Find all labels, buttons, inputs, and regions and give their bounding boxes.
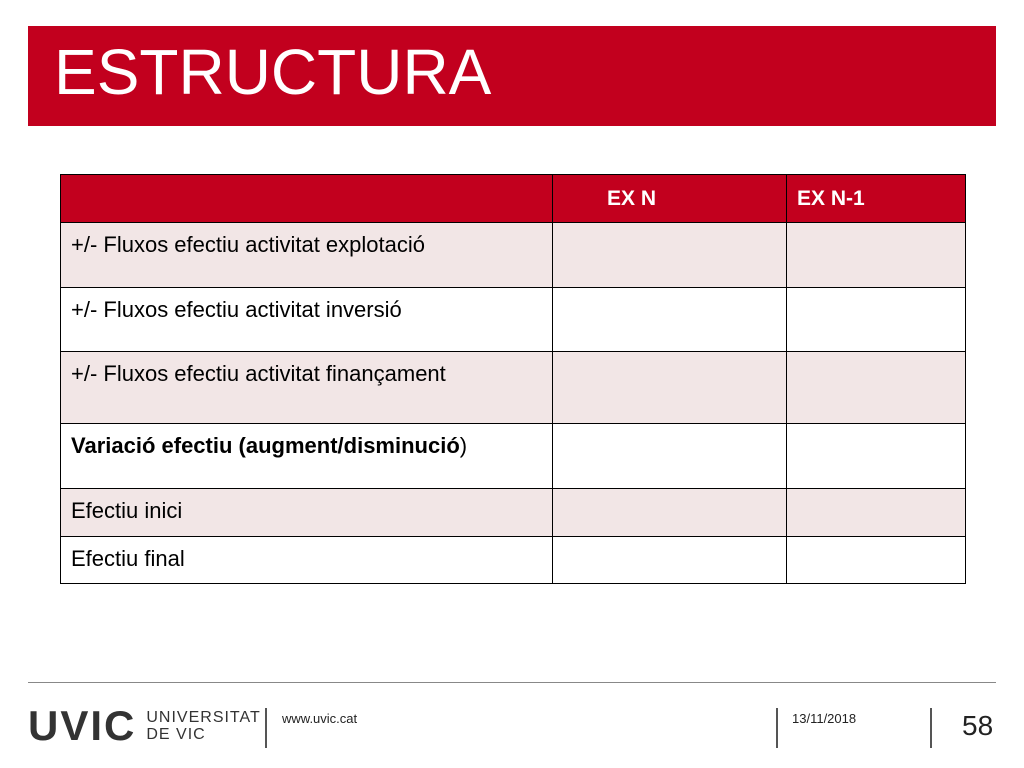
footer-separator xyxy=(776,708,778,748)
table-row xyxy=(61,352,966,424)
row-label: +/- Fluxos efectiu activitat explotació xyxy=(61,223,553,288)
row-label: Efectiu final xyxy=(61,537,553,584)
row-label: +/- Fluxos efectiu activitat finançament xyxy=(61,352,553,424)
row-label xyxy=(61,424,553,489)
footer-separator xyxy=(265,708,267,748)
page-number: 58 xyxy=(962,710,994,741)
table-row xyxy=(61,288,966,352)
slide-title: ESTRUCTURA xyxy=(54,36,492,108)
cell-ex-n xyxy=(553,537,787,584)
cell-ex-n xyxy=(553,288,787,352)
footer-separator xyxy=(930,708,932,748)
uvic-logo xyxy=(28,702,261,749)
cell-ex-n-1 xyxy=(787,489,966,537)
row-label-tail: ) xyxy=(459,433,468,458)
cell-ex-n-1 xyxy=(787,223,966,288)
cell-ex-n-1 xyxy=(787,537,966,584)
header-label-cell xyxy=(61,175,553,223)
footer-divider xyxy=(28,682,996,683)
header-ex-n: EX N xyxy=(553,175,787,223)
cell-ex-n xyxy=(553,352,787,424)
title-bar xyxy=(28,26,996,126)
header-ex-n-1: EX N-1 xyxy=(787,175,966,223)
table-row xyxy=(61,537,966,584)
cash-flow-table xyxy=(60,174,966,584)
cell-ex-n-1 xyxy=(787,288,966,352)
cell-ex-n xyxy=(553,223,787,288)
table-header-row xyxy=(61,175,966,223)
footer-url: www.uvic.cat xyxy=(282,711,358,726)
row-label: +/- Fluxos efectiu activitat inversió xyxy=(61,288,553,352)
row-label-bold: Variació efectiu (augment/disminució xyxy=(71,433,460,458)
table-row xyxy=(61,223,966,288)
cell-ex-n xyxy=(553,489,787,537)
cell-ex-n xyxy=(553,424,787,489)
logo-line-2: DE VIC xyxy=(146,726,206,743)
logo-text xyxy=(146,709,260,743)
footer-date: 13/11/2018 xyxy=(792,711,857,726)
cell-ex-n-1 xyxy=(787,424,966,489)
row-label: Efectiu inici xyxy=(61,489,553,537)
logo-line-1: UNIVERSITAT xyxy=(146,709,261,726)
logo-mark: UVIC xyxy=(28,702,137,749)
cell-ex-n-1 xyxy=(787,352,966,424)
table-row xyxy=(61,489,966,537)
table-row xyxy=(61,424,966,489)
